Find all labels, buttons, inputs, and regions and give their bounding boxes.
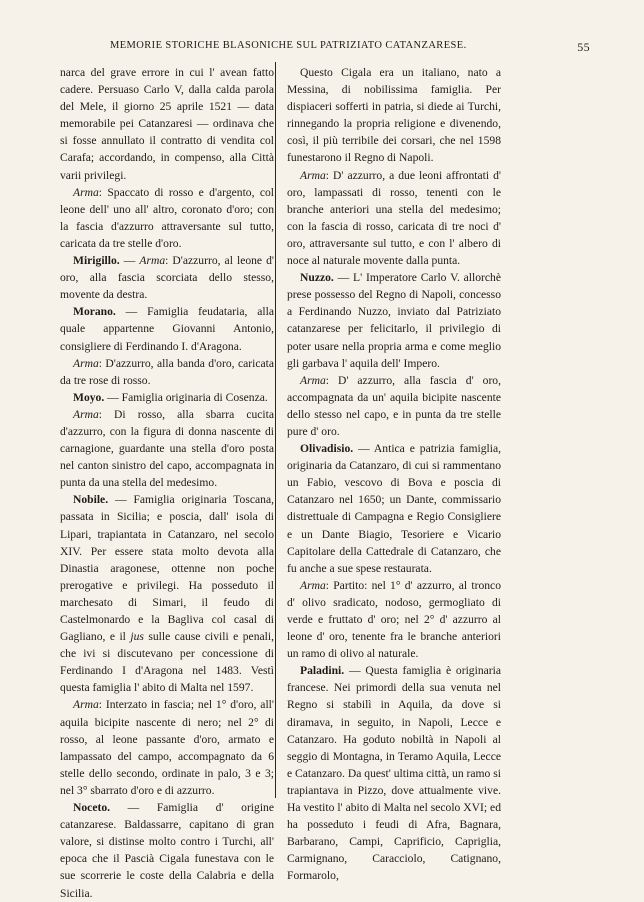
entry-text: — Questa famiglia è originaria francese. Nei primordi della sua venuta nel Regno si stabilì in Aquila, da dove si diramava, in seguito, in Napoli, Lecce e Catanzaro. Ha goduto nobiltà in Napoli al seggio di Montagna, in Teramo Aquila, Lecce e Catanzaro. Da quest' ultima città, un ramo si trapiantava in Pizzo, dove attualmente vive. Ha vestito l' abito di Malta nel secolo XVI; ed ha posseduto i feudi di Afra, Bagnara, Barbarano, Campi, Caprificio, Capriglia, Carmignano, Caracciolo, Catignano, Formarolo,: [287, 664, 501, 883]
right-column: [287, 64, 501, 885]
family-name-olivadisio: Olivadisio.: [300, 442, 354, 456]
entry-text: — Famiglia originaria Toscana, passata in Sicilia; e poscia, dall' isola di Lipari, trapiantata in Catanzaro, nel secolo XIV. Per essere stata molto devota alla Dinastia aragonese, ottenne non poche prerogative e privilegi. Ha posseduto il marchesato di Simari, il feudo di Castelmonardo e la Bagliva col casal di Gagliano, e il: [60, 493, 274, 644]
column-divider: [275, 62, 276, 798]
page-number: 55: [577, 40, 590, 54]
entry-olivadisio: [287, 440, 501, 577]
paragraph-text: narca del grave errore in cui l' avean fatto cadere. Persuaso Carlo V, dalla calda parola del Mele, il giorno 25 aprile 1521 — data memorabile pei Catanzaresi — ordinava che si fosse annullato il contratto di vendita col Carafa; accordando, in compenso, alla Città varii privilegi.: [60, 66, 274, 182]
entry-moyo: [60, 389, 274, 406]
entry-text: : D'azzurro, al leone d' oro, alla fascia scorciata dello stesso, movente da destra.: [60, 254, 275, 302]
entry-morano: [60, 303, 274, 354]
header-title: MEMORIE STORICHE BLASONICHE SUL PATRIZIATO CATANZARESE.: [110, 40, 467, 51]
arma-label: Arma: [73, 407, 99, 421]
arma-label: Arma: [73, 356, 99, 370]
arma-paragraph: [287, 167, 501, 270]
arma-text: : Partito: nel 1° d' azzurro, al tronco d' olivo sradicato, nodoso, germogliato di verde e fruttato d' oro; nel 2° d' azzurro al leone d' oro, tenente fra le branche anteriori un ramo di olivo al naturale.: [287, 578, 501, 661]
entry-nuzzo: [287, 269, 501, 372]
family-name-mirigillo: Mirigillo.: [73, 254, 120, 268]
paragraph-text: Questo Cigala era un italiano, nato a Messina, di nobilissima famiglia. Per dispiaceri sofferti in patria, si diede ai Turchi, rinnegando la propria religione e divenendo, così, il più terribile dei corsari, che nel 1598 funestarono il Regno di Napoli.: [287, 66, 501, 165]
family-name-nobile: Nobile.: [73, 493, 109, 507]
entry-nobile: [60, 491, 274, 696]
entry-mirigillo: [60, 252, 274, 303]
arma-text: : D' azzurro, a due leoni affrontati d' oro, lampassati di rosso, tenenti con le branche anteriori una stella del medesimo; con la fascia di rosso, caricata di tre noci d' oro, attraversante sul tutto, e con l' albero di noce al naturale movente dalla punta.: [287, 168, 501, 268]
arma-text: : Interzato in fascia; nel 1° d'oro, all' aquila bicipite nascente di nero; nel 2° di rosso, al leone passante d'oro, armato e lampassato del campo, accompagnato da 6 stelle dello secondo, ordinate in palo, 3 e 3; nel 3° sbarrato d'oro e di azzurro.: [60, 698, 274, 797]
arma-paragraph: [60, 696, 274, 799]
entry-paladini: [287, 662, 501, 884]
arma-text: : D' azzurro, alla fascia d' oro, accompagnata da un' aquila bicipite nascente dello stesso nel capo, e in punta da tre stelle pure d' oro.: [287, 373, 501, 438]
dash: —: [119, 254, 140, 268]
arma-paragraph: [60, 355, 274, 389]
entry-noceto: [60, 799, 274, 902]
entry-text: — Famiglia d' origine catanzarese. Baldassarre, capitano di gran valore, si distinse molto contro i Turchi, all' epoca che il Pascià Cigala funestava con le sue scorrerie le coste della Calabria e della Sicilia.: [60, 801, 274, 900]
entry-text: sulle cause civili e penali, che ivi si discutevano per concessione di Ferdinando I d'Aragona nel 1483. Vestì questa famiglia l' abito di Malta nel 1597.: [60, 630, 274, 695]
arma-paragraph: [287, 577, 501, 662]
family-name-morano: Morano.: [73, 305, 116, 319]
family-name-nuzzo: Nuzzo.: [300, 271, 334, 285]
arma-label: Arma: [139, 254, 166, 268]
arma-text: : Di rosso, alla sbarra cucita d'azzurro, con la figura di donna nascente di carnagione, guardante una stella d'oro posta nel canton sinistro del capo, accompagnata in punta da una stella del medesimo.: [60, 407, 274, 490]
left-column: [60, 64, 274, 902]
paragraph: [287, 64, 501, 167]
entry-text: — Antica e patrizia famiglia, originaria da Catanzaro, di cui si rammentano un Fabio, vescovo di Bova e poscia di Catanzaro nel 1650; un Dante, commissario distrettuale di Campagna e Regio Consigliere e un Dante Biagio, Tesoriere e Vicario Capitolare della Cattedrale di Catanzaro, che fu anche a sue spese restaurata.: [287, 442, 501, 575]
entry-text: — L' Imperatore Carlo V. allorchè prese possesso del Regno di Napoli, concesso a Ferdinando Nuzzo, inviato dal Patriziato catanzarese per felicitarlo, il privilegio di poter usare nella propria arma e come meglio gli garbava l' aquila dell' Impero.: [287, 271, 501, 370]
arma-label: Arma: [73, 698, 99, 712]
entry-text: — Famiglia feudataria, alla quale appartenne Giovanni Antonio, consigliere di Ferdinando I. d'Aragona.: [60, 305, 274, 353]
paragraph-continuation: [60, 64, 274, 184]
arma-label: Arma: [73, 185, 99, 199]
arma-label: Arma: [300, 373, 326, 387]
family-name-paladini: Paladini.: [300, 664, 345, 678]
arma-label: Arma: [300, 168, 326, 182]
entry-text: — Famiglia originaria di Cosenza.: [104, 390, 268, 404]
italic-term: jus: [130, 630, 144, 644]
arma-paragraph: [60, 184, 274, 252]
arma-text: : Spaccato di rosso e d'argento, col leone dell' uno all' altro, coronato d'oro; con la fascia d'azzurro attraversante sul tutto, caricata da tre stelle d'oro.: [60, 185, 274, 250]
arma-text: : D'azzurro, alla banda d'oro, caricata da tre rose di rosso.: [60, 356, 274, 387]
arma-paragraph: [60, 406, 274, 491]
arma-label: Arma: [300, 578, 326, 592]
family-name-moyo: Moyo.: [73, 390, 105, 404]
arma-paragraph: [287, 372, 501, 440]
family-name-noceto: Noceto.: [73, 801, 111, 815]
